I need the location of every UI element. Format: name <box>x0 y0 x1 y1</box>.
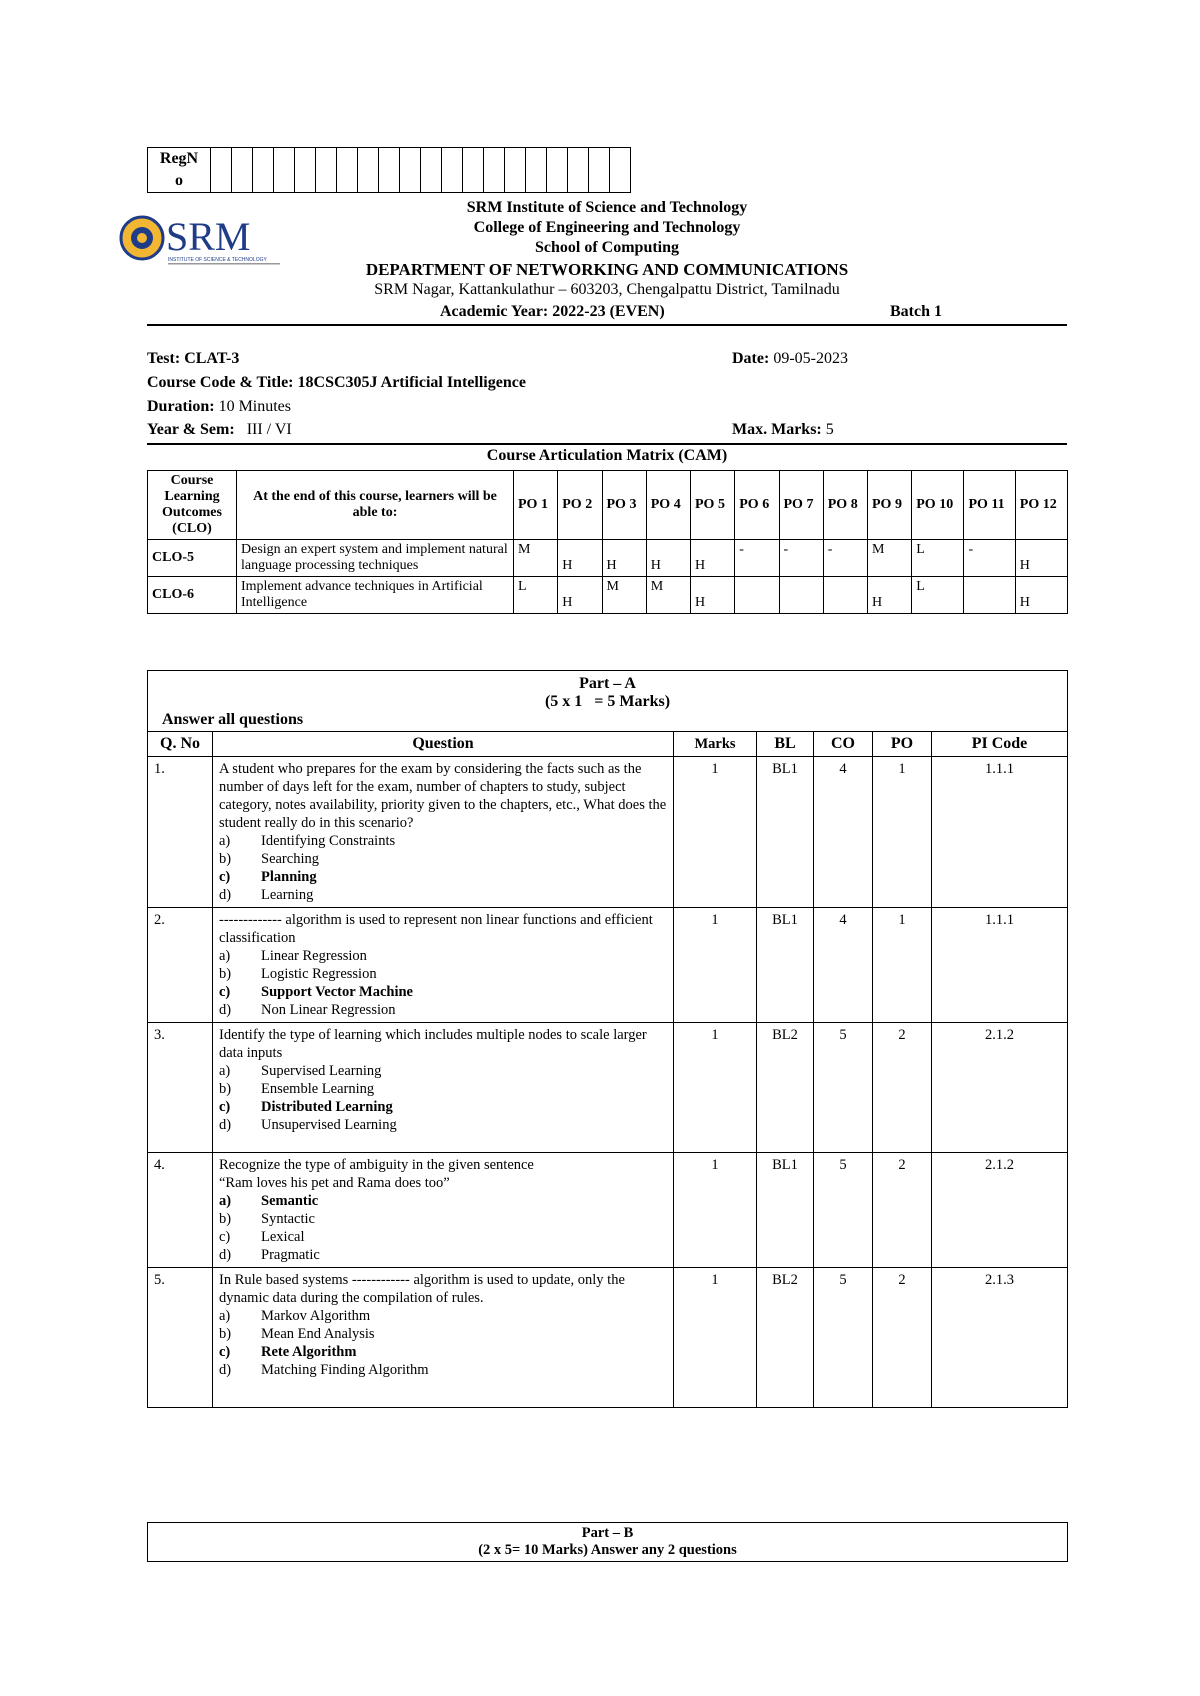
question-marks: 1 <box>674 1268 757 1408</box>
question-bl: BL2 <box>757 1023 814 1153</box>
option-text: Matching Finding Algorithm <box>261 1362 429 1378</box>
cam-row <box>148 577 1068 614</box>
regno-label: RegN o <box>148 148 211 193</box>
option <box>219 1062 667 1080</box>
option-text: Supervised Learning <box>261 1063 382 1079</box>
option-text: Rete Algorithm <box>261 1344 357 1360</box>
question-bl: BL1 <box>757 908 814 1023</box>
option <box>219 832 667 850</box>
part-b-subtitle: (2 x 5= 10 Marks) Answer any 2 questions <box>478 1542 737 1558</box>
option-key: b) <box>219 1326 232 1342</box>
option-key: c) <box>219 1344 231 1360</box>
regno-box[interactable] <box>526 148 547 193</box>
cam-clo: CLO-6 <box>148 577 237 614</box>
question-po: 1 <box>873 908 932 1023</box>
duration-value: 10 Minutes <box>218 398 292 415</box>
regno-box[interactable] <box>274 148 295 193</box>
option-key: a) <box>219 948 231 964</box>
question-co: 5 <box>814 1023 873 1153</box>
option <box>219 1098 667 1116</box>
option <box>219 1343 667 1361</box>
cam-po-header: PO 12 <box>1015 471 1067 540</box>
option <box>219 850 667 868</box>
year-line <box>147 421 292 439</box>
date-value: 09-05-2023 <box>773 350 848 367</box>
option-text: Lexical <box>261 1229 305 1245</box>
date-label: Date: <box>732 350 770 367</box>
regno-box[interactable] <box>211 148 232 193</box>
question-number: 4. <box>148 1153 213 1268</box>
option-text: Syntactic <box>261 1211 315 1227</box>
regno-box[interactable] <box>547 148 568 193</box>
option-key: b) <box>219 966 232 982</box>
col-question: Question <box>213 732 674 757</box>
cam-table <box>147 470 1068 614</box>
option <box>219 965 667 983</box>
option-text: Non Linear Regression <box>261 1002 396 1018</box>
option <box>219 1116 667 1134</box>
regno-box[interactable] <box>400 148 421 193</box>
cam-po-value: L <box>912 577 964 614</box>
cam-col-desc: At the end of this course, learners will be able to: <box>237 471 514 540</box>
cam-po-value: - <box>823 540 867 577</box>
cam-po-value: L <box>514 577 558 614</box>
cam-po-header: PO 6 <box>735 471 779 540</box>
regno-box[interactable] <box>295 148 316 193</box>
regno-table <box>147 147 631 193</box>
cam-po-value: H <box>868 577 912 614</box>
option <box>219 1080 667 1098</box>
marks-line <box>732 421 834 439</box>
option-text: Support Vector Machine <box>261 984 413 1000</box>
option-key: b) <box>219 851 232 867</box>
cam-clo: CLO-5 <box>148 540 237 577</box>
cam-po-value: M <box>602 577 646 614</box>
option-key: a) <box>219 1063 231 1079</box>
date-line <box>732 350 848 368</box>
cam-po-header: PO 5 <box>691 471 735 540</box>
question-text: Identify the type of learning which includes multiple nodes to scale larger data inputs <box>219 1027 647 1061</box>
option-text: Searching <box>261 851 319 867</box>
option-key: b) <box>219 1081 232 1097</box>
year-label: Year & Sem: <box>147 421 235 438</box>
question-co: 4 <box>814 757 873 908</box>
cam-po-value <box>823 577 867 614</box>
cam-po-header: PO 10 <box>912 471 964 540</box>
regno-box[interactable] <box>379 148 400 193</box>
cam-po-value: H <box>1015 577 1067 614</box>
option-key: c) <box>219 1099 231 1115</box>
option <box>219 1228 667 1246</box>
cam-po-header: PO 9 <box>868 471 912 540</box>
question-text: A student who prepares for the exam by considering the facts such as the number of days left for the exam, number of chapters to study, subject category, notes availability, priority given to the chapters, etc., What does the student really do in this scenario? <box>219 761 667 831</box>
cam-po-value: M <box>868 540 912 577</box>
regno-box[interactable] <box>568 148 589 193</box>
question-number: 1. <box>148 757 213 908</box>
option <box>219 1325 667 1343</box>
cam-col-clo: Course Learning Outcomes (CLO) <box>148 471 237 540</box>
regno-box[interactable] <box>610 148 631 193</box>
cam-desc: Design an expert system and implement natural language processing techniques <box>237 540 514 577</box>
option <box>219 868 667 886</box>
option <box>219 1246 667 1264</box>
test-label: Test: CLAT-3 <box>147 350 240 367</box>
cam-row <box>148 540 1068 577</box>
cam-po-value <box>964 577 1015 614</box>
cam-desc: Implement advance techniques in Artificial Intelligence <box>237 577 514 614</box>
option-key: d) <box>219 887 232 903</box>
option-key: b) <box>219 1211 232 1227</box>
option-key: c) <box>219 1229 231 1245</box>
option <box>219 1307 667 1325</box>
option-key: a) <box>219 1193 232 1209</box>
option-text: Linear Regression <box>261 948 367 964</box>
option-key: d) <box>219 1247 232 1263</box>
question-number: 2. <box>148 908 213 1023</box>
cam-po-value: - <box>779 540 823 577</box>
duration-line <box>147 398 291 416</box>
question-row <box>148 1153 1068 1268</box>
option-text: Planning <box>261 869 317 885</box>
question-marks: 1 <box>674 757 757 908</box>
question-cell <box>213 757 674 908</box>
regno-box[interactable] <box>421 148 442 193</box>
col-pi: PI Code <box>932 732 1068 757</box>
duration-label: Duration: <box>147 398 215 415</box>
cam-po-header: PO 2 <box>558 471 602 540</box>
cam-po-value: H <box>602 540 646 577</box>
question-bl: BL1 <box>757 757 814 908</box>
question-row <box>148 908 1068 1023</box>
cam-po-value: M <box>514 540 558 577</box>
regno-box[interactable] <box>589 148 610 193</box>
option-key: d) <box>219 1362 232 1378</box>
question-pi: 2.1.3 <box>932 1268 1068 1408</box>
option-text: Identifying Constraints <box>261 833 396 849</box>
question-pi: 2.1.2 <box>932 1023 1068 1153</box>
part-a-header-row <box>148 732 1068 757</box>
header-divider <box>147 324 1067 326</box>
cam-po-value: H <box>1015 540 1067 577</box>
question-cell <box>213 1268 674 1408</box>
option <box>219 1001 667 1019</box>
logo-text: SRM <box>166 214 251 259</box>
cam-po-header: PO 11 <box>964 471 1015 540</box>
marks-value: 5 <box>825 421 834 438</box>
question-row <box>148 757 1068 908</box>
cam-po-value: L <box>912 540 964 577</box>
cam-po-value: H <box>558 577 602 614</box>
cam-po-header: PO 8 <box>823 471 867 540</box>
option-key: c) <box>219 984 231 1000</box>
regno-box[interactable] <box>232 148 253 193</box>
option <box>219 983 667 1001</box>
cam-po-value: H <box>646 540 690 577</box>
regno-box[interactable] <box>337 148 358 193</box>
option-text: Unsupervised Learning <box>261 1117 397 1133</box>
part-a-title-cell <box>148 671 1068 732</box>
option <box>219 947 667 965</box>
cam-po-header: PO 7 <box>779 471 823 540</box>
school-name: School of Computing <box>534 239 680 256</box>
marks-label: Max. Marks: <box>732 421 822 438</box>
question-cell <box>213 1153 674 1268</box>
part-a-title: Part – A <box>579 675 636 692</box>
question-pi: 2.1.2 <box>932 1153 1068 1268</box>
regno-box[interactable] <box>253 148 274 193</box>
cam-header-row <box>148 471 1068 540</box>
logo-subtext: INSTITUTE OF SCIENCE & TECHNOLOGY <box>168 257 267 263</box>
option-text: Semantic <box>261 1193 319 1209</box>
institute-name: SRM Institute of Science and Technology <box>466 199 748 216</box>
cam-po-value <box>735 577 779 614</box>
option <box>219 886 667 904</box>
option-text: Distributed Learning <box>261 1099 393 1115</box>
cam-po-header: PO 4 <box>646 471 690 540</box>
question-text: Recognize the type of ambiguity in the given sentence <box>219 1157 534 1173</box>
question-marks: 1 <box>674 1023 757 1153</box>
question-po: 2 <box>873 1268 932 1408</box>
option-text: Logistic Regression <box>261 966 377 982</box>
cam-po-value: - <box>735 540 779 577</box>
question-pi: 1.1.1 <box>932 908 1068 1023</box>
question-cell <box>213 1023 674 1153</box>
cam-po-header: PO 1 <box>514 471 558 540</box>
option-text: Markov Algorithm <box>261 1308 371 1324</box>
question-marks: 1 <box>674 1153 757 1268</box>
regno-box[interactable] <box>358 148 379 193</box>
question-co: 5 <box>814 1268 873 1408</box>
part-b-cell <box>148 1523 1068 1562</box>
cam-po-value <box>779 577 823 614</box>
option-text: Mean End Analysis <box>261 1326 375 1342</box>
question-number: 3. <box>148 1023 213 1153</box>
part-a-marks: (5 x 1 = 5 Marks) <box>544 693 671 710</box>
batch: Batch 1 <box>890 303 942 320</box>
cam-po-header: PO 3 <box>602 471 646 540</box>
question-cell <box>213 908 674 1023</box>
col-marks: Marks <box>674 732 757 757</box>
col-co: CO <box>814 732 873 757</box>
option <box>219 1361 667 1379</box>
question-text: “Ram loves his pet and Rama does too” <box>219 1175 450 1191</box>
option-text: Ensemble Learning <box>261 1081 375 1097</box>
option <box>219 1192 667 1210</box>
option-key: d) <box>219 1117 232 1133</box>
course-title: Course Code & Title: 18CSC305J Artificial Intelligence <box>147 374 526 391</box>
cam-po-value: H <box>558 540 602 577</box>
question-pi: 1.1.1 <box>932 757 1068 908</box>
cam-po-value: - <box>964 540 1015 577</box>
cam-po-value: M <box>646 577 690 614</box>
regno-box[interactable] <box>442 148 463 193</box>
meta-divider <box>147 443 1067 445</box>
part-b-title: Part – B <box>581 1525 634 1541</box>
regno-box[interactable] <box>505 148 526 193</box>
option-key: a) <box>219 833 231 849</box>
option-text: Pragmatic <box>261 1247 320 1263</box>
address: SRM Nagar, Kattankulathur – 603203, Chengalpattu District, Tamilnadu <box>374 281 840 298</box>
regno-box[interactable] <box>316 148 337 193</box>
col-bl: BL <box>757 732 814 757</box>
part-b-table <box>147 1522 1068 1562</box>
question-po: 2 <box>873 1023 932 1153</box>
regno-row <box>148 148 631 193</box>
option-key: a) <box>219 1308 231 1324</box>
question-text: ------------- algorithm is used to represent non linear functions and efficient classification <box>219 912 653 946</box>
question-co: 5 <box>814 1153 873 1268</box>
question-number: 5. <box>148 1268 213 1408</box>
question-text: In Rule based systems ------------ algorithm is used to update, only the dynamic data during the compilation of rules. <box>219 1272 625 1306</box>
department-name: DEPARTMENT OF NETWORKING AND COMMUNICATIONS <box>365 260 849 279</box>
question-po: 1 <box>873 757 932 908</box>
cam-title: Course Articulation Matrix (CAM) <box>486 447 728 464</box>
part-a-instruction: Answer all questions <box>162 711 304 728</box>
question-bl: BL2 <box>757 1268 814 1408</box>
regno-box[interactable] <box>463 148 484 193</box>
question-marks: 1 <box>674 908 757 1023</box>
regno-box[interactable] <box>484 148 505 193</box>
question-co: 4 <box>814 908 873 1023</box>
option-key: d) <box>219 1002 232 1018</box>
question-po: 2 <box>873 1153 932 1268</box>
question-bl: BL1 <box>757 1153 814 1268</box>
question-row <box>148 1023 1068 1153</box>
college-name: College of Engineering and Technology <box>473 219 741 236</box>
col-po: PO <box>873 732 932 757</box>
question-row <box>148 1268 1068 1408</box>
option-text: Learning <box>261 887 314 903</box>
cam-po-value: H <box>691 540 735 577</box>
col-qno: Q. No <box>148 732 213 757</box>
part-a-table <box>147 670 1068 1408</box>
option-key: c) <box>219 869 231 885</box>
academic-year: Academic Year: 2022-23 (EVEN) <box>440 303 665 320</box>
year-value: III / VI <box>246 421 292 438</box>
cam-po-value: H <box>691 577 735 614</box>
option <box>219 1210 667 1228</box>
